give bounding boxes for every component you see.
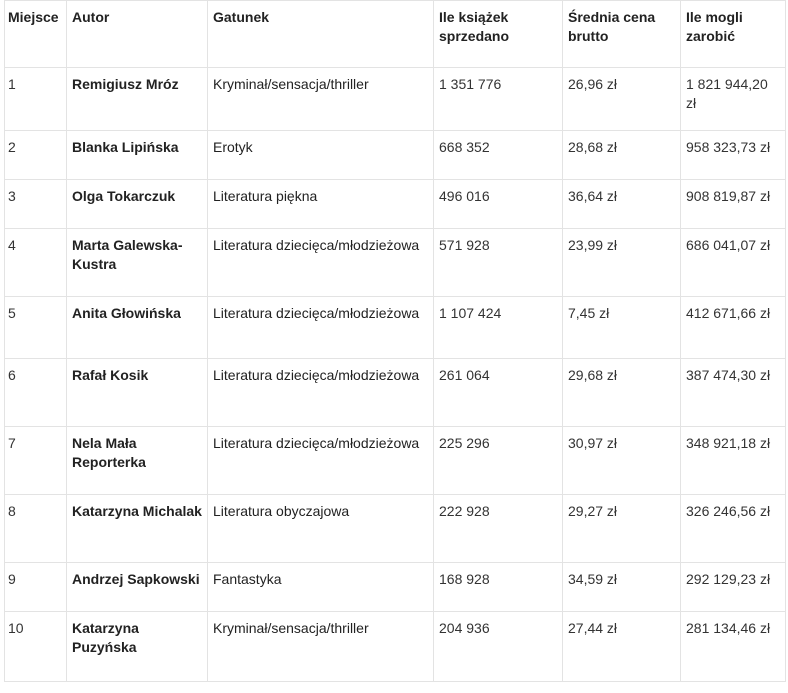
cell-earned: 326 246,56 zł (681, 495, 786, 563)
cell-price: 34,59 zł (563, 563, 681, 612)
table-row (5, 612, 786, 682)
cell-genre: Literatura dziecięca/młodzieżowa (208, 297, 434, 359)
cell-genre: Literatura dziecięca/młodzieżowa (208, 229, 434, 297)
cell-genre: Literatura dziecięca/młodzieżowa (208, 359, 434, 427)
cell-author: Katarzyna Puzyńska (67, 612, 208, 682)
cell-earned: 958 323,73 zł (681, 131, 786, 180)
cell-price: 23,99 zł (563, 229, 681, 297)
cell-genre: Literatura piękna (208, 180, 434, 229)
cell-place: 2 (5, 131, 67, 180)
table-row (5, 229, 786, 297)
cell-earned: 281 134,46 zł (681, 612, 786, 682)
cell-earned: 292 129,23 zł (681, 563, 786, 612)
cell-earned: 686 041,07 zł (681, 229, 786, 297)
cell-price: 29,27 zł (563, 495, 681, 563)
cell-genre: Fantastyka (208, 563, 434, 612)
cell-genre: Kryminał/sensacja/thriller (208, 68, 434, 131)
cell-price: 26,96 zł (563, 68, 681, 131)
cell-earned: 348 921,18 zł (681, 427, 786, 495)
cell-place: 6 (5, 359, 67, 427)
cell-earned: 908 819,87 zł (681, 180, 786, 229)
cell-price: 30,97 zł (563, 427, 681, 495)
cell-author: Anita Głowińska (67, 297, 208, 359)
cell-sold: 204 936 (434, 612, 563, 682)
cell-author: Rafał Kosik (67, 359, 208, 427)
cell-sold: 222 928 (434, 495, 563, 563)
cell-place: 10 (5, 612, 67, 682)
cell-place: 3 (5, 180, 67, 229)
cell-place: 7 (5, 427, 67, 495)
table-row (5, 495, 786, 563)
cell-genre: Literatura dziecięca/młodzieżowa (208, 427, 434, 495)
cell-sold: 496 016 (434, 180, 563, 229)
bestseller-authors-table (4, 0, 786, 682)
table-row (5, 297, 786, 359)
header-price: Średnia cena brutto (563, 1, 681, 68)
cell-earned: 1 821 944,20 zł (681, 68, 786, 131)
cell-author: Marta Galewska-Kustra (67, 229, 208, 297)
table-row (5, 427, 786, 495)
cell-author: Katarzyna Michalak (67, 495, 208, 563)
cell-author: Nela Mała Reporterka (67, 427, 208, 495)
cell-place: 5 (5, 297, 67, 359)
table-row (5, 131, 786, 180)
cell-genre: Erotyk (208, 131, 434, 180)
cell-sold: 668 352 (434, 131, 563, 180)
cell-sold: 1 351 776 (434, 68, 563, 131)
table-row (5, 563, 786, 612)
header-sold: Ile książek sprzedano (434, 1, 563, 68)
cell-genre: Kryminał/sensacja/thriller (208, 612, 434, 682)
table-row (5, 359, 786, 427)
cell-sold: 1 107 424 (434, 297, 563, 359)
cell-sold: 571 928 (434, 229, 563, 297)
table-row (5, 68, 786, 131)
cell-price: 27,44 zł (563, 612, 681, 682)
header-author: Autor (67, 1, 208, 68)
cell-author: Blanka Lipińska (67, 131, 208, 180)
cell-price: 36,64 zł (563, 180, 681, 229)
header-genre: Gatunek (208, 1, 434, 68)
cell-earned: 412 671,66 zł (681, 297, 786, 359)
cell-author: Olga Tokarczuk (67, 180, 208, 229)
cell-genre: Literatura obyczajowa (208, 495, 434, 563)
cell-place: 8 (5, 495, 67, 563)
table-header-row (5, 1, 786, 68)
cell-author: Andrzej Sapkowski (67, 563, 208, 612)
header-earned: Ile mogli zarobić (681, 1, 786, 68)
cell-place: 9 (5, 563, 67, 612)
cell-sold: 225 296 (434, 427, 563, 495)
cell-price: 29,68 zł (563, 359, 681, 427)
cell-place: 4 (5, 229, 67, 297)
cell-sold: 261 064 (434, 359, 563, 427)
cell-price: 28,68 zł (563, 131, 681, 180)
header-place: Miejsce (5, 1, 67, 68)
cell-price: 7,45 zł (563, 297, 681, 359)
cell-earned: 387 474,30 zł (681, 359, 786, 427)
cell-sold: 168 928 (434, 563, 563, 612)
cell-author: Remigiusz Mróz (67, 68, 208, 131)
table-row (5, 180, 786, 229)
cell-place: 1 (5, 68, 67, 131)
